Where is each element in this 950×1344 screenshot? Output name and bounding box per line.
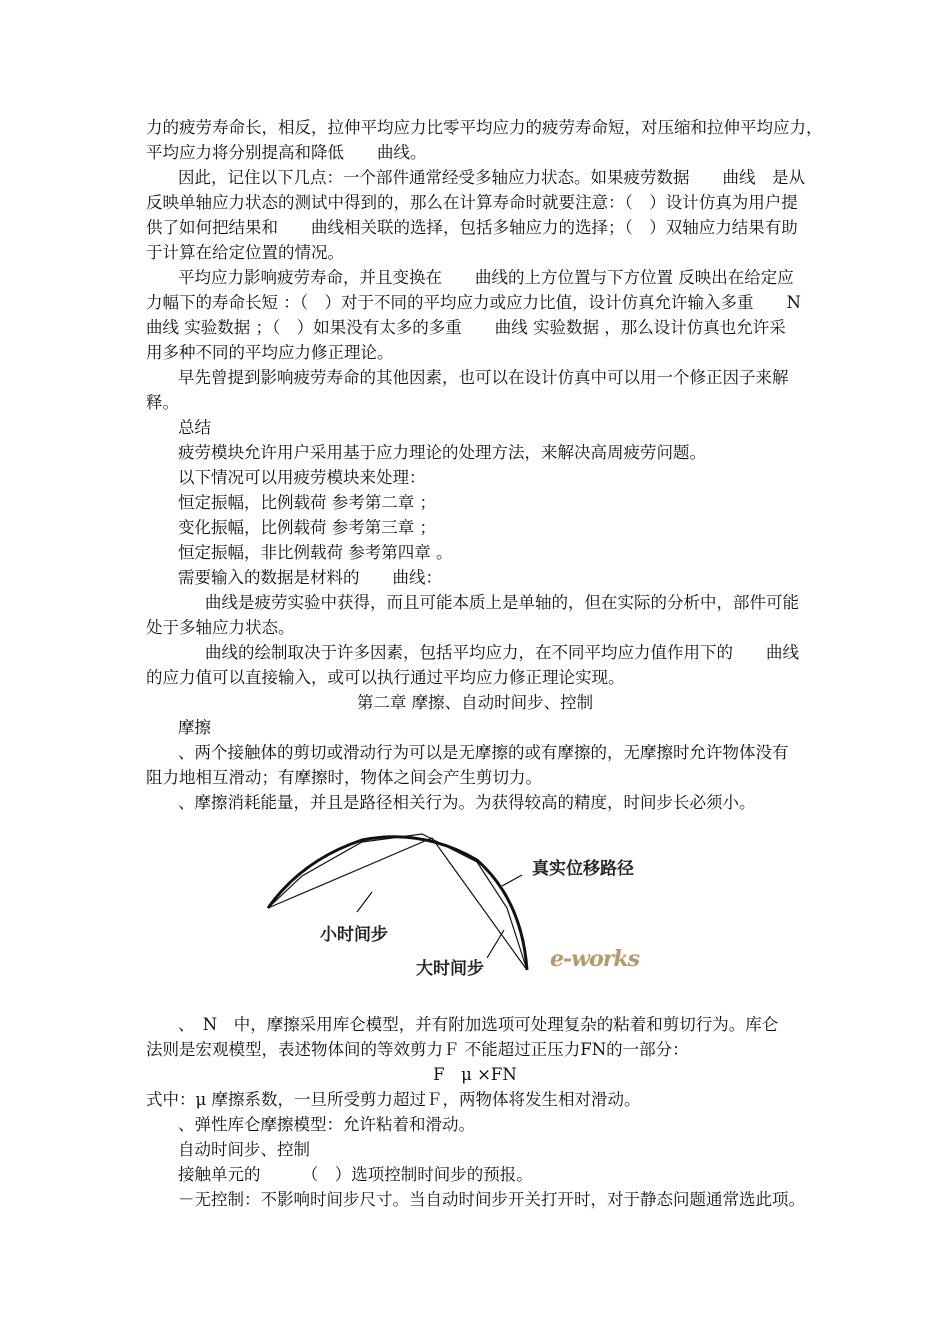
section-heading: 自动时间步、控制: [178, 1140, 310, 1159]
text-line: 、 N 中，摩擦采用库仑模型，并有附加选项可处理复杂的粘着和剪切行为。库仑: [178, 1015, 779, 1034]
text-line: 处于多轴应力状态。: [146, 618, 295, 637]
text-line: 释。: [146, 393, 179, 412]
label-true-path: 真实位移路径: [532, 859, 634, 879]
list-item: 变化振幅，比例载荷 参考第三章 ；: [178, 518, 436, 537]
text-line: 反映单轴应力状态的测试中得到的，那么在计算寿命时就要注意：（ ）设计仿真为用户提: [146, 193, 798, 212]
true-path-arc: [268, 837, 527, 970]
section-heading: 摩擦: [178, 718, 211, 737]
text-line: 接触单元的 （ ）选项控制时间步的预报。: [178, 1165, 533, 1184]
text-line: 用多种不同的平均应力修正理论。: [146, 343, 394, 362]
e-works-logo: e-works: [550, 946, 639, 972]
leader-large-step: [487, 930, 504, 958]
text-line: 平均应力影响疲劳寿命，并且变换在 曲线的上方位置与下方位置 反映出在给定应: [178, 268, 794, 287]
text-line: －无控制：不影响时间步尺寸。当自动时间步开关打开时，对于静态问题通常选此项。: [178, 1190, 805, 1209]
text-line: 早先曾提到影响疲劳寿命的其他因素，也可以在设计仿真中可以用一个修正因子来解: [178, 368, 789, 387]
chapter-title: 第二章 摩擦、自动时间步、控制: [356, 693, 594, 712]
text-line: 法则是宏观模型，表述物体间的等效剪力Ｆ 不能超过正压力FN的一部分：: [146, 1040, 689, 1059]
text-line: 力的疲劳寿命长，相反，拉伸平均应力比零平均应力的疲劳寿命短，对压缩和拉伸平均应力，: [146, 118, 823, 137]
text-line: 平均应力将分别提高和降低 曲线。: [146, 143, 427, 162]
text-line: 需要输入的数据是材料的 曲线：: [178, 568, 442, 587]
time-step-figure: [262, 820, 672, 990]
formula: F μ ×FN: [433, 1065, 517, 1084]
text-line: 于计算在给定位置的情况。: [146, 243, 344, 262]
text-line: 曲线 实验数据 ；（ ）如果没有太多的多重 曲线 实验数据 ，那么设计仿真也允许采: [146, 318, 786, 337]
text-line: 、弹性库仑摩擦模型：允许粘着和滑动。: [178, 1115, 475, 1134]
leader-true-path: [502, 875, 522, 886]
list-item: 恒定振幅，比例载荷 参考第二章 ；: [178, 493, 436, 512]
text-line: 、两个接触体的剪切或滑动行为可以是无摩擦的或有摩擦的，无摩擦时允许物体没有: [178, 743, 789, 762]
text-line: 供了如何把结果和 曲线相关联的选择，包括多轴应力的选择；（ ）双轴应力结果有助: [146, 218, 798, 237]
text-line: 阻力地相互滑动；有摩擦时，物体之间会产生剪切力。: [146, 768, 542, 787]
small-step-polyline: [268, 834, 527, 970]
text-line: 曲线的绘制取决于许多因素，包括平均应力，在不同平均应力值作用下的 曲线: [205, 643, 799, 662]
label-small-step: 小时间步: [320, 925, 388, 945]
text-line: 因此，记住以下几点：一个部件通常经受多轴应力状态。如果疲劳数据 曲线 是从: [178, 168, 805, 187]
section-heading: 总结: [178, 418, 211, 437]
large-step-polyline: [268, 838, 527, 970]
text-line: 、摩擦消耗能量，并且是路径相关行为。为获得较高的精度，时间步长必须小。: [178, 793, 756, 812]
text-line: 力幅下的寿命长短 ：（ ）对于不同的平均应力或应力比值，设计仿真允许输入多重 N: [146, 293, 801, 312]
label-large-step: 大时间步: [416, 959, 484, 979]
text-line: 疲劳模块允许用户采用基于应力理论的处理方法，来解决高周疲劳问题。: [178, 443, 706, 462]
text-line: 以下情况可以用疲劳模块来处理：: [178, 468, 426, 487]
list-item: 恒定振幅，非比例载荷 参考第四章 。: [178, 543, 453, 562]
text-line: 曲线是疲劳实验中获得，而且可能本质上是单轴的，但在实际的分析中，部件可能: [205, 593, 799, 612]
leader-small-step: [357, 892, 372, 912]
text-line: 的应力值可以直接输入，或可以执行通过平均应力修正理论实现。: [146, 668, 625, 687]
text-line: 式中：μ 摩擦系数，一旦所受剪力超过Ｆ，两物体将发生相对滑动。: [146, 1090, 641, 1109]
